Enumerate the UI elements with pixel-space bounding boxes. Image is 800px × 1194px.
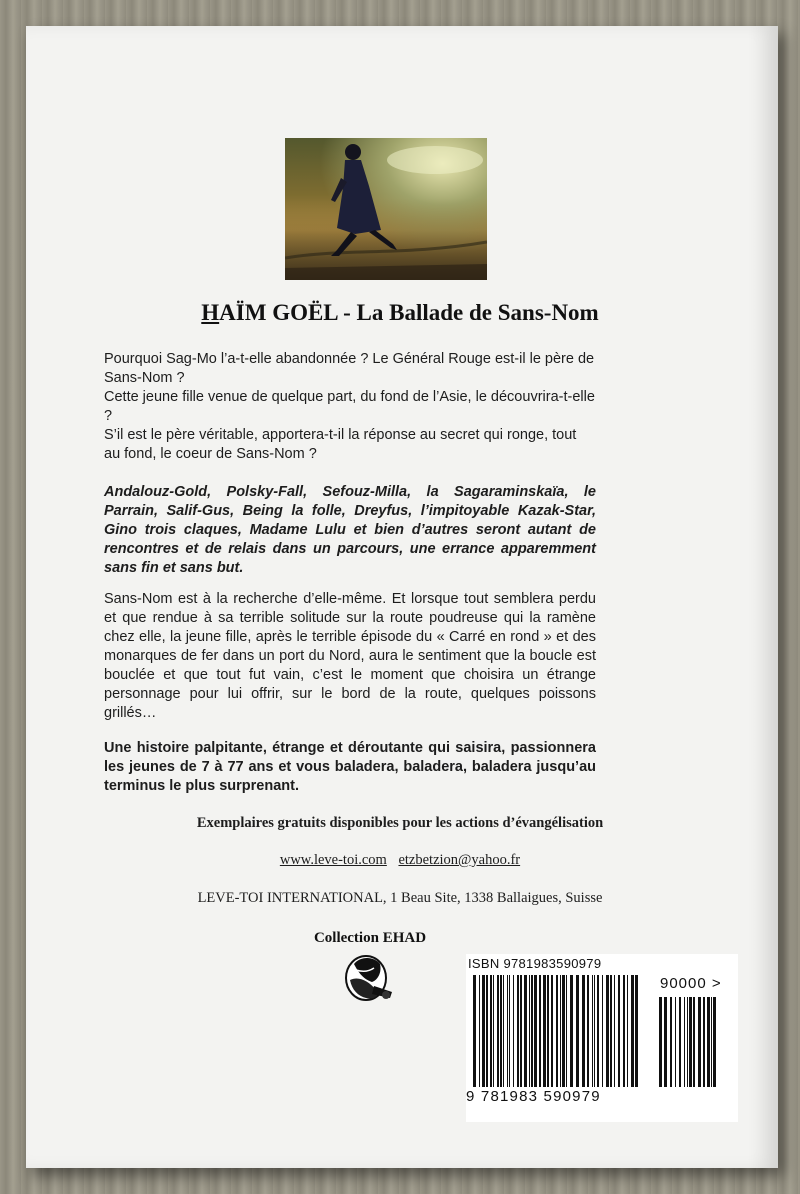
barcode-bar bbox=[707, 997, 710, 1087]
collection-logo-icon bbox=[320, 950, 400, 1006]
barcode-bar bbox=[543, 975, 546, 1087]
barcode-bar bbox=[517, 975, 519, 1087]
barcode-bar bbox=[698, 997, 701, 1087]
question-line: Cette jeune fille venue de quelque part, du fond de l’Asie, le découvrira-t-elle ? bbox=[104, 389, 595, 424]
barcode-bar bbox=[606, 975, 609, 1087]
barcode-digits: 9 781983 590979 bbox=[466, 1088, 601, 1105]
barcode-bar bbox=[520, 975, 522, 1087]
barcode-bar bbox=[482, 975, 485, 1087]
barcode-bar bbox=[493, 975, 494, 1087]
barcode-bar bbox=[509, 975, 510, 1087]
contact-links bbox=[0, 852, 800, 869]
book-title bbox=[0, 300, 800, 326]
barcode-bar bbox=[623, 975, 625, 1087]
barcode-bar bbox=[556, 975, 558, 1087]
barcode-bar bbox=[539, 975, 541, 1087]
story-text: Sans-Nom est à la recherche d’elle-même. Et lorsque tout semblera perdu et que rendue à sa terrible solitude sur la route poudreuse qui la ramène chez elle, la jeune fille, après le terrible épisode du « Carré en rond » et des monarques de fer dans un port du Nord, aura le sentiment que la boucle est bouclée et que tout fut vain, c’est le moment que choisira un étrange personnage pour lui offrir, sur le bord de la route, quelques poissons grillés… bbox=[104, 591, 596, 721]
barcode-bar bbox=[631, 975, 634, 1087]
barcode-bar bbox=[560, 975, 561, 1087]
barcode-bar bbox=[582, 975, 585, 1087]
barcode-bar bbox=[610, 975, 612, 1087]
barcode-bar bbox=[473, 975, 476, 1087]
barcode-bar bbox=[534, 975, 537, 1087]
barcode-bar bbox=[566, 975, 567, 1087]
question-line: S’il est le père véritable, apportera-t-il la réponse au secret qui ronge, tout au fond, le coeur de Sans-Nom ? bbox=[104, 427, 577, 462]
barcode-bar bbox=[562, 975, 565, 1087]
barcode-bar bbox=[711, 997, 712, 1087]
price-code: 90000 > bbox=[660, 975, 722, 992]
price-barcode bbox=[659, 997, 719, 1087]
characters-text: Andalouz-Gold, Polsky-Fall, Sefouz-Milla, la Sagaraminskaïa, le Parrain, Salif-Gus, Being la folle, Dreyfus, l’impitoyable Kazak-Star, Gino trois claques, Madame Lulu et bien d’autres seront autant de rencontres et de relais dans un parcours, une errance apparemment sans fin et sans but. bbox=[104, 484, 596, 576]
barcode-bar bbox=[507, 975, 508, 1087]
barcode-bar bbox=[594, 975, 595, 1087]
barcode-bar bbox=[486, 975, 488, 1087]
characters-paragraph bbox=[104, 483, 596, 578]
barcode-bar bbox=[713, 997, 716, 1087]
barcode-bar bbox=[597, 975, 599, 1087]
barcode-bar bbox=[479, 975, 480, 1087]
free-copies-note: Exemplaires gratuits disponibles pour les actions d’évangélisation bbox=[196, 815, 604, 831]
barcode-bar bbox=[614, 975, 615, 1087]
barcode-bar bbox=[693, 997, 695, 1087]
barcode-bar bbox=[627, 975, 628, 1087]
barcode-bar bbox=[679, 997, 681, 1087]
website-link: www.leve-toi.com bbox=[279, 852, 387, 868]
isbn-barcode bbox=[473, 975, 643, 1087]
question-line: Pourquoi Sag-Mo l’a-t-elle abandonnée ? Le Général Rouge est-il le père de Sans-Nom ? bbox=[104, 351, 595, 386]
barcode-bar bbox=[602, 975, 603, 1087]
barcode-bar bbox=[689, 997, 692, 1087]
publisher-address: LEVE-TOI INTERNATIONAL, 1 Beau Site, 1338 Ballaigues, Suisse bbox=[197, 890, 603, 906]
cover-edge-shadow bbox=[748, 26, 778, 1168]
tagline-text: Une histoire palpitante, étrange et déroutante qui saisira, passionnera les jeunes de 7 à 77 ans et vous baladera, baladera, baladera jusqu’au terminus le plus surprenant. bbox=[104, 740, 596, 794]
collection-name: Collection EHAD bbox=[313, 930, 427, 946]
barcode-bar bbox=[570, 975, 573, 1087]
barcode-bar bbox=[592, 975, 593, 1087]
barcode-bar bbox=[497, 975, 499, 1087]
story-paragraph bbox=[104, 590, 596, 723]
barcode-bar bbox=[576, 975, 579, 1087]
barcode-bar bbox=[670, 997, 672, 1087]
barcode-bar bbox=[500, 975, 502, 1087]
barcode-bar bbox=[675, 997, 676, 1087]
barcode-bar bbox=[635, 975, 638, 1087]
barcode-bar bbox=[490, 975, 492, 1087]
isbn-label: ISBN 9781983590979 bbox=[468, 956, 602, 971]
barcode-bar bbox=[547, 975, 549, 1087]
title-initial: H bbox=[201, 300, 220, 325]
barcode-bar bbox=[524, 975, 527, 1087]
tagline-paragraph bbox=[104, 739, 596, 796]
barcode-bar bbox=[513, 975, 514, 1087]
barcode-bar bbox=[503, 975, 504, 1087]
walking-figure-image bbox=[285, 138, 487, 280]
barcode-bar bbox=[551, 975, 553, 1087]
cover-illustration-walking-figure bbox=[285, 138, 487, 280]
barcode-bar bbox=[687, 997, 688, 1087]
questions-block bbox=[104, 350, 596, 464]
email-link: etzbetzion@yahoo.fr bbox=[398, 852, 521, 868]
barcode-bar bbox=[618, 975, 620, 1087]
barcode-bar bbox=[664, 997, 667, 1087]
barcode-bar bbox=[684, 997, 685, 1087]
barcode-bar bbox=[703, 997, 705, 1087]
barcode-bar bbox=[531, 975, 533, 1087]
barcode-bar bbox=[587, 975, 589, 1087]
barcode-bar bbox=[529, 975, 530, 1087]
title-text: AÏM GOËL - La Ballade de Sans-Nom bbox=[219, 300, 599, 325]
barcode-bar bbox=[659, 997, 662, 1087]
